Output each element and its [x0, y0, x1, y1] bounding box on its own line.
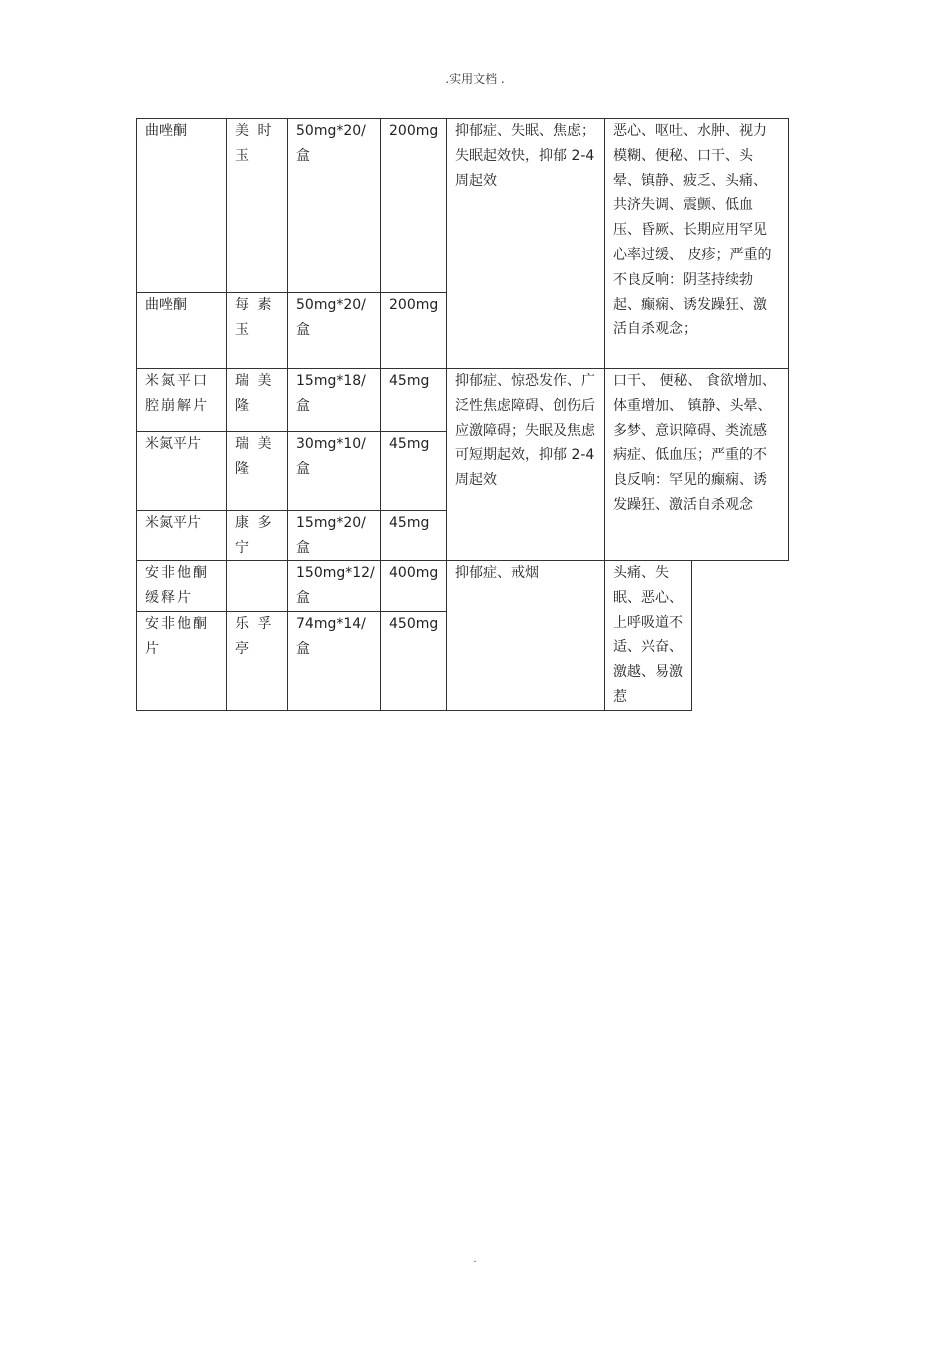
table-cell-indication: 抑郁症、失眠、焦虑；失眠起效快，抑郁 2-4 周起效: [446, 118, 605, 369]
table-cell-brand: 瑞 美 隆: [226, 431, 288, 511]
table-cell-dose: 450mg: [380, 611, 447, 711]
table-cell-brand: [226, 560, 288, 612]
table-cell-brand: 每 素 玉: [226, 292, 288, 369]
table-cell-brand: 康 多 宁: [226, 510, 288, 561]
table-cell-name: 曲唑酮: [136, 292, 227, 369]
table-cell-spec: 50mg*20/盒: [287, 118, 381, 293]
table-cell-brand: 美 时 玉: [226, 118, 288, 293]
table-cell-dose: 200mg: [380, 118, 447, 293]
page-footer: .: [473, 1254, 477, 1265]
table-cell-adverse: 恶心、呕吐、水肿、视力模糊、便秘、口干、头晕、镇静、疲乏、头痛、共济失调、震颤、低血压、昏厥、长期应用罕见 心率过缓、 皮疹；严重的不良反响：阴茎持续勃起、癫痫、诱发躁狂、激活自杀观念；: [604, 118, 789, 369]
table-cell-name: 安非他酮片: [136, 611, 227, 711]
table-cell-adverse: 头痛、失眠、恶心、上呼吸道不适、兴奋、激越、易激惹: [604, 560, 692, 711]
table-cell-spec: 30mg*10/盒: [287, 431, 381, 511]
table-cell-name: 安非他酮缓释片: [136, 560, 227, 612]
table-cell-dose: 45mg: [380, 431, 447, 511]
table-cell-spec: 50mg*20/盒: [287, 292, 381, 369]
table-cell-dose: 200mg: [380, 292, 447, 369]
table-cell-dose: 45mg: [380, 368, 447, 432]
table-cell-name: 曲唑酮: [136, 118, 227, 293]
table-cell-adverse: 口干、 便秘、 食欲增加、 体重增加、 镇静、头晕、 多梦、意识障碍、类流感病症、低血压；严重的不良反响：罕见的癫痫、诱发躁狂、激活自杀观念: [604, 368, 789, 561]
table-cell-name: 米氮平片: [136, 510, 227, 561]
table-cell-name: 米氮平口腔崩解片: [136, 368, 227, 432]
table-cell-spec: 15mg*20/盒: [287, 510, 381, 561]
table-cell-spec: 74mg*14/盒: [287, 611, 381, 711]
table-cell-dose: 45mg: [380, 510, 447, 561]
table-cell-spec: 15mg*18/盒: [287, 368, 381, 432]
table-cell-spec: 150mg*12/盒: [287, 560, 381, 612]
table-cell-indication: 抑郁症、惊恐发作、广泛性焦虑障碍、创伤后应激障碍；失眠及焦虑可短期起效，抑郁 2-4 周起效: [446, 368, 605, 561]
table-cell-dose: 400mg: [380, 560, 447, 612]
page-header: .实用文档 .: [445, 72, 505, 86]
table-cell-brand: 乐 孚 亭: [226, 611, 288, 711]
table-cell-name: 米氮平片: [136, 431, 227, 511]
table-cell-brand: 瑞 美 隆: [226, 368, 288, 432]
table-cell-indication: 抑郁症、戒烟: [446, 560, 605, 711]
